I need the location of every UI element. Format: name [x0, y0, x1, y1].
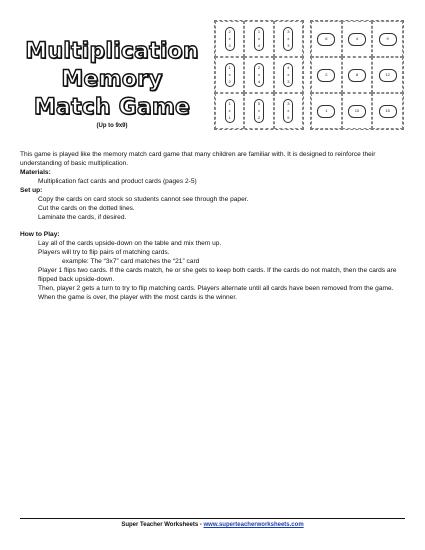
footer-brand: Super Teacher Worksheets	[121, 522, 199, 528]
product-card-sheet-preview	[310, 20, 404, 130]
setup-step-1: Copy the cards on card stock so students cannot see through the paper.	[38, 196, 249, 203]
fact-card-glyph: 2	[257, 64, 261, 70]
product-card-number: 1	[325, 108, 328, 113]
title-line-2: Memory	[61, 67, 163, 92]
product-card-number: 10	[354, 108, 360, 113]
fact-card-shape	[254, 27, 264, 51]
fact-card-glyph: 1	[228, 100, 231, 106]
fact-card-glyph: 1	[257, 28, 261, 34]
fact-card-glyph: 5	[287, 115, 290, 121]
title-line-1: Multiplication	[25, 39, 199, 64]
fact-card-glyph: 4	[287, 64, 290, 70]
setup-step-3: Laminate the cards, if desired.	[38, 214, 127, 221]
product-card-shape	[379, 69, 397, 82]
fact-card-glyph: x	[257, 71, 260, 77]
product-card-preview	[311, 93, 342, 129]
footer	[0, 522, 425, 528]
fact-card-glyph: 3	[287, 43, 290, 49]
materials-text: Multiplication fact cards and product cards (pages 2-5)	[38, 178, 197, 185]
footer-rule	[20, 518, 405, 519]
product-card-preview	[372, 93, 403, 129]
fact-card-shape	[225, 99, 235, 123]
fact-card-preview	[215, 93, 244, 129]
howto-step-4: Then, player 2 gets a turn to try to flip matching cards. Players alternate until all cards have been removed from the game.	[38, 285, 394, 292]
howto-example: example: The “3x7” card matches the “21” card	[62, 258, 200, 265]
product-card-shape	[379, 33, 397, 46]
fact-card-glyph: 2	[228, 28, 231, 34]
title-block	[22, 38, 202, 129]
fact-card-preview	[215, 21, 244, 57]
product-card-preview	[311, 21, 342, 57]
fact-card-glyph: 2	[257, 115, 261, 121]
fact-card-preview	[274, 21, 303, 57]
fact-card-glyph: x	[257, 107, 260, 113]
title-line-3: Match Game	[33, 95, 191, 120]
product-card-number: 6	[325, 36, 328, 41]
fact-card-glyph: 3	[228, 43, 231, 49]
fact-card-glyph: x	[228, 71, 231, 77]
footer-link[interactable]: www.superteacherworksheets.com	[203, 522, 304, 528]
fact-card-preview	[274, 93, 303, 129]
fact-card-preview	[244, 93, 273, 129]
product-card-preview	[372, 57, 403, 93]
fact-card-glyph: 4	[257, 79, 261, 85]
product-card-number: 12	[385, 72, 390, 77]
product-card-number: 8	[355, 72, 359, 77]
product-card-preview	[342, 57, 373, 93]
footer-separator: -	[198, 522, 204, 528]
fact-card-preview	[244, 57, 273, 93]
fact-card-shape	[283, 99, 293, 123]
product-card-shape	[317, 33, 335, 46]
product-card-preview	[342, 93, 373, 129]
fact-card-glyph: 3	[287, 100, 290, 106]
product-card-shape	[348, 69, 366, 82]
product-card-preview	[342, 21, 373, 57]
fact-card-glyph: 5	[257, 100, 261, 106]
howto-step-5: When the game is over, the player with the most cards is the winner.	[38, 294, 238, 301]
fact-card-glyph: 3	[287, 79, 290, 85]
card-preview	[214, 20, 404, 130]
product-card-shape	[379, 105, 397, 118]
product-card-shape	[348, 105, 366, 118]
fact-card-glyph: x	[287, 107, 290, 113]
fact-card-glyph: x	[257, 35, 260, 41]
fact-card-shape	[283, 27, 293, 51]
intro-paragraph: This game is played like the memory match card game that many children are familiar with. It is designed to reinforce their understanding of basic multiplication.	[20, 151, 376, 167]
materials-heading: Materials:	[20, 169, 51, 176]
product-card-shape	[317, 69, 335, 82]
product-card-shape	[317, 105, 335, 118]
howto-step-2: Players will try to flip pairs of matching cards.	[38, 249, 170, 256]
fact-card-shape	[254, 63, 264, 87]
fact-card-glyph: x	[228, 35, 231, 41]
product-card-number: 4	[355, 36, 359, 41]
fact-card-glyph: 1	[228, 64, 231, 70]
fact-card-glyph: x	[287, 35, 290, 41]
fact-card-glyph: 4	[257, 43, 261, 49]
fact-card-shape	[283, 63, 293, 87]
product-card-number: 15	[385, 108, 390, 113]
fact-card-preview	[274, 57, 303, 93]
fact-card-sheet-preview	[214, 20, 304, 130]
product-card-number: 2	[325, 72, 328, 77]
setup-heading: Set up:	[20, 187, 43, 194]
fact-card-shape	[254, 99, 264, 123]
title-subtitle: (Up to 9x9)	[96, 123, 128, 129]
fact-card-glyph: 3	[287, 28, 290, 34]
fact-card-glyph: 2	[228, 79, 231, 85]
instructions	[20, 150, 410, 302]
fact-card-preview	[244, 21, 273, 57]
product-card-preview	[311, 57, 342, 93]
product-card-shape	[348, 33, 366, 46]
setup-step-2: Cut the cards on the dotted lines.	[38, 205, 135, 212]
fact-card-glyph: 1	[228, 115, 231, 121]
howto-step-3: Player 1 flips two cards. If the cards match, he or she gets to keep both cards. If the cards do not match, then the cards are flipped back upside-down.	[38, 267, 397, 283]
fact-card-shape	[225, 63, 235, 87]
howto-step-1: Lay all of the cards upside-down on the table and mix them up.	[38, 240, 222, 247]
fact-card-glyph: x	[228, 107, 231, 113]
product-card-preview	[372, 21, 403, 57]
product-card-number: 9	[386, 36, 389, 41]
fact-card-shape	[225, 27, 235, 51]
howto-heading: How to Play:	[20, 231, 60, 238]
fact-card-glyph: x	[287, 71, 290, 77]
fact-card-preview	[215, 57, 244, 93]
